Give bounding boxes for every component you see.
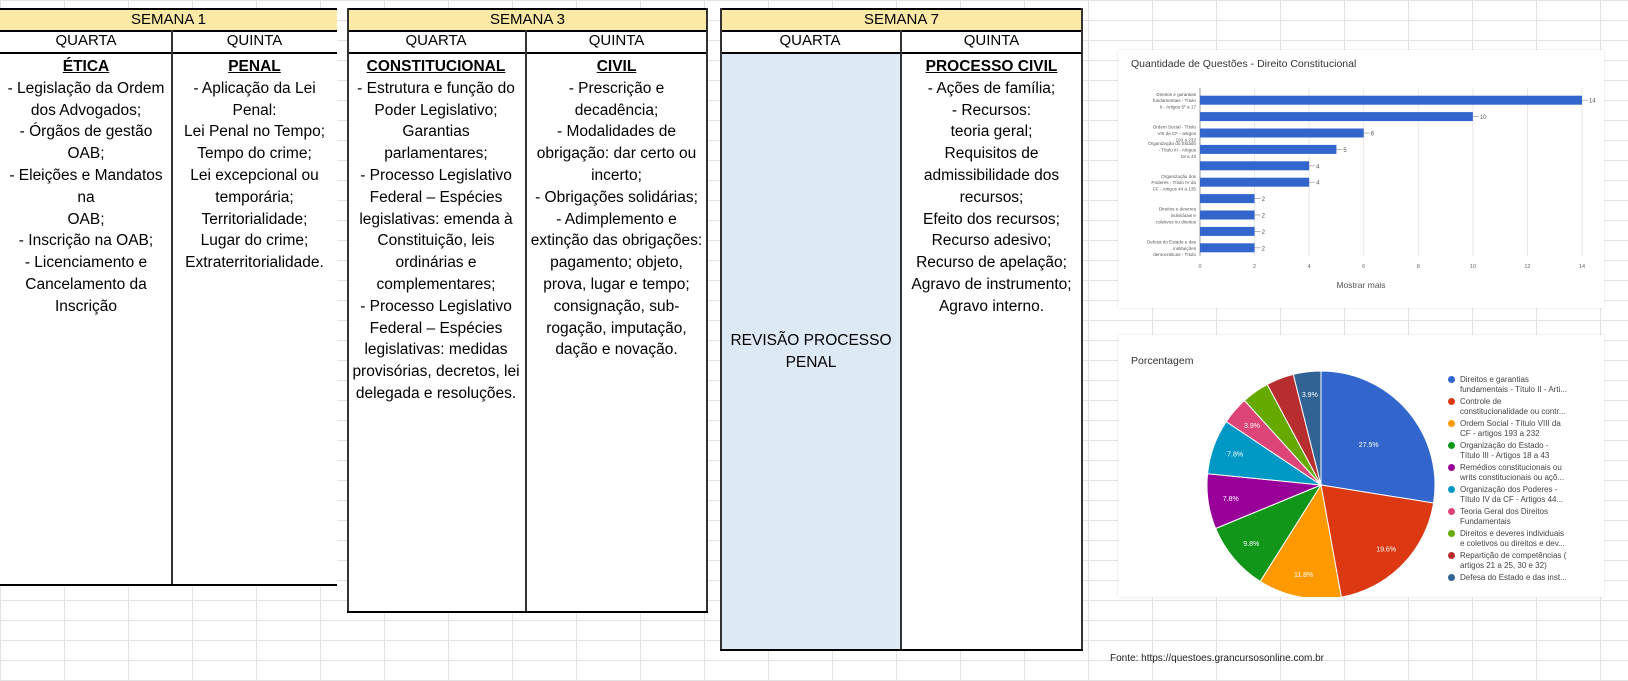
pie-value-label: 11.8% bbox=[1293, 572, 1314, 580]
source-text: Fonte: https://questoes.grancursosonline.com.br bbox=[1110, 653, 1325, 664]
topic-line: dação e novação. bbox=[555, 341, 678, 359]
topic-line: - Estrutura e função do bbox=[357, 79, 515, 97]
topic-line: rogação, imputação, bbox=[546, 319, 687, 337]
topic-line: complementares; bbox=[376, 275, 496, 293]
topic-line: Agravo de instrumento; bbox=[911, 275, 1072, 293]
bar-category-label-line: CF - Artigos 44 a 135 bbox=[1152, 186, 1196, 192]
bar bbox=[1200, 243, 1255, 252]
topic-line: delegada e resoluções. bbox=[355, 384, 517, 402]
bar-value-label: 5 bbox=[1343, 147, 1347, 154]
week7-bottom-border bbox=[720, 649, 1083, 651]
x-tick-label: 2 bbox=[1253, 264, 1257, 270]
week7-left-border bbox=[720, 8, 722, 651]
x-tick-label: 6 bbox=[1362, 264, 1366, 270]
bar-category-label-line: 18 a 43 bbox=[1180, 153, 1196, 159]
bar bbox=[1200, 129, 1364, 138]
legend-swatch bbox=[1448, 464, 1455, 471]
topic-line: legislativas: emenda à bbox=[359, 210, 513, 228]
topic-line: Constituição, leis bbox=[377, 232, 495, 250]
pie-value-label: 7.8% bbox=[1222, 495, 1239, 503]
legend-swatch bbox=[1448, 530, 1455, 537]
topic-line: Cancelamento da bbox=[25, 275, 147, 293]
topic-line: - Obrigações solidárias; bbox=[535, 188, 698, 206]
topic-line: extinção das obrigações: bbox=[530, 232, 703, 250]
legend-swatch bbox=[1448, 376, 1455, 383]
topic-line: legislativas: medidas bbox=[364, 341, 508, 359]
legend-swatch bbox=[1448, 442, 1455, 449]
bar bbox=[1200, 161, 1309, 170]
week3-quinta-topics bbox=[525, 78, 708, 361]
topic-line: Inscrição bbox=[54, 297, 118, 315]
subject-penal: PENAL bbox=[228, 58, 281, 75]
bar-category-label bbox=[1151, 174, 1196, 192]
week7-quinta-topics bbox=[900, 78, 1083, 318]
week3-day-quinta: QUINTA bbox=[525, 30, 708, 54]
bar-value-label: 4 bbox=[1316, 180, 1320, 187]
legend-label: Teoria Geral dos Direitos Fundamentais bbox=[1460, 507, 1549, 526]
bar bbox=[1200, 145, 1336, 154]
legend-item bbox=[1448, 419, 1568, 438]
topic-line: - Inscrição na OAB; bbox=[18, 232, 154, 250]
topic-line: provisórias, decretos, lei bbox=[352, 363, 520, 381]
topic-line: REVISÃO PROCESSO bbox=[730, 331, 892, 349]
bar-category-label-line: Direitos e garantias bbox=[1156, 91, 1196, 97]
x-tick-label: 0 bbox=[1198, 264, 1202, 270]
topic-line: - Adimplemento e bbox=[556, 210, 677, 228]
pie-legend bbox=[1448, 375, 1568, 586]
week3-quarta-topics bbox=[347, 78, 525, 405]
bar-category-label bbox=[1148, 141, 1197, 159]
topic-line: consignação, sub- bbox=[553, 297, 680, 315]
week1-bottom-border bbox=[0, 584, 337, 586]
bar-chart-card bbox=[1118, 50, 1604, 308]
legend-item bbox=[1448, 507, 1568, 526]
legend-swatch bbox=[1448, 398, 1455, 405]
bar bbox=[1200, 178, 1309, 187]
legend-label: Defesa do Estado e das inst... bbox=[1460, 573, 1567, 582]
legend-item bbox=[1448, 529, 1568, 548]
bar-category-label bbox=[1156, 207, 1197, 225]
topic-line: Federal – Espécies bbox=[369, 319, 503, 337]
week7-quinta-cell bbox=[900, 54, 1083, 318]
pie-value-label: 3.9% bbox=[1301, 391, 1318, 399]
bar-category-label-line: II - Artigos 5º a 17 bbox=[1159, 104, 1196, 110]
subject-civil: CIVIL bbox=[596, 58, 637, 75]
x-tick-label: 14 bbox=[1578, 264, 1586, 270]
x-tick-label: 12 bbox=[1524, 264, 1531, 270]
topic-line: dos Advogados; bbox=[30, 101, 142, 119]
week1-divider bbox=[171, 30, 173, 586]
topic-line: Extraterritorialidade. bbox=[185, 254, 324, 272]
week1-quarta-topics bbox=[0, 78, 172, 318]
bar-category-label-line: VIII da CF - artigos bbox=[1157, 131, 1196, 136]
bar bbox=[1200, 194, 1255, 203]
pie-value-label: 9.8% bbox=[1243, 541, 1260, 549]
week1-header: SEMANA 1 bbox=[0, 8, 337, 32]
bar-chart-title: Quantidade de Questões - Direito Constitucional bbox=[1131, 58, 1357, 70]
legend-label: Organização do Estado - Título III - Artigos 18 a 43 bbox=[1460, 441, 1550, 460]
legend-label: Direitos e deveres individuais e coletivos ou direitos e dev... bbox=[1460, 529, 1565, 548]
bar-category-label bbox=[1147, 239, 1197, 257]
week7-divider bbox=[900, 30, 902, 651]
topic-line: - Legislação da Ordem bbox=[7, 79, 165, 97]
topic-line: Recurso de apelação; bbox=[916, 254, 1067, 272]
topic-line: teoria geral; bbox=[950, 123, 1033, 141]
bar-category-label-line: Ordem Social - Título bbox=[1152, 124, 1196, 130]
legend-label: Organização dos Poderes - Título IV da CF - Artigos 44... bbox=[1460, 485, 1564, 504]
bar-category-label bbox=[1153, 92, 1197, 110]
week7-review-text bbox=[730, 330, 891, 374]
legend-item bbox=[1448, 485, 1568, 504]
topic-line: - Aplicação da Lei Penal: bbox=[193, 79, 316, 119]
subject-constitucional: CONSTITUCIONAL bbox=[366, 58, 506, 75]
bar-category-label-line: Organização do Estado bbox=[1147, 141, 1196, 146]
bar-category-label-line: Organização dos bbox=[1161, 173, 1196, 179]
week3-day-quarta: QUARTA bbox=[347, 30, 525, 54]
bar-category-label-line: coletivos ou direitos bbox=[1155, 219, 1196, 225]
topic-line: Tempo do crime; bbox=[197, 145, 312, 163]
topic-line: incerto; bbox=[591, 166, 642, 184]
week3-quarta-cell bbox=[347, 54, 525, 405]
topic-line: - Prescrição e bbox=[568, 79, 665, 97]
topic-line: pagamento; objeto, bbox=[550, 254, 683, 272]
bar-category-label-line: Poderes - Título IV da bbox=[1151, 180, 1196, 186]
topic-line: admissibilidade dos bbox=[923, 166, 1060, 184]
topic-line: PENAL bbox=[785, 353, 837, 371]
legend-item bbox=[1448, 441, 1568, 460]
topic-line: Recurso adesivo; bbox=[931, 232, 1052, 250]
topic-line: Lugar do crime; bbox=[200, 232, 309, 250]
week7-review-cell bbox=[722, 54, 900, 649]
topic-line: - Licenciamento e bbox=[24, 254, 148, 272]
bar-category-label bbox=[1153, 125, 1197, 143]
subject-etica: ÉTICA bbox=[62, 58, 110, 75]
week1-quinta-cell bbox=[172, 54, 337, 274]
week7-header: SEMANA 7 bbox=[720, 8, 1083, 32]
bar-value-label: 6 bbox=[1370, 131, 1375, 138]
pie-value-label: 7.8% bbox=[1227, 451, 1244, 459]
bar-value-label: 2 bbox=[1261, 229, 1265, 236]
topic-line: Requisitos de bbox=[944, 145, 1039, 163]
bar-category-label-line: instituições bbox=[1173, 245, 1196, 251]
subject-processo-civil: PROCESSO CIVIL bbox=[925, 58, 1058, 75]
topic-line: OAB; bbox=[67, 210, 105, 228]
bar-category-label-line: individuais e bbox=[1170, 213, 1196, 218]
x-tick-label: 4 bbox=[1307, 264, 1311, 270]
legend-item bbox=[1448, 551, 1568, 570]
week3-bottom-border bbox=[347, 611, 708, 613]
week3-table bbox=[347, 8, 708, 613]
pie-chart-card bbox=[1118, 335, 1604, 597]
x-tick-label: 10 bbox=[1469, 264, 1476, 270]
bar-value-label: 2 bbox=[1261, 213, 1265, 220]
week7-right-border bbox=[1081, 8, 1083, 651]
bar-value-label: 10 bbox=[1479, 115, 1487, 122]
bar-value-label: 2 bbox=[1261, 246, 1265, 253]
topic-line: ordinárias e bbox=[395, 254, 477, 272]
week1-day-quinta: QUINTA bbox=[172, 30, 337, 54]
week3-quinta-cell bbox=[525, 54, 708, 361]
x-tick-label: 8 bbox=[1416, 264, 1420, 270]
week1-table bbox=[0, 8, 337, 586]
legend-label: Ordem Social - Título VIII da CF - artigos 193 a 232 bbox=[1460, 419, 1561, 438]
week1-day-quarta: QUARTA bbox=[0, 30, 172, 54]
legend-item bbox=[1448, 375, 1568, 394]
bar bbox=[1200, 211, 1255, 220]
bar-value-label: 14 bbox=[1589, 98, 1596, 105]
topic-line: - Processo Legislativo bbox=[360, 297, 512, 315]
topic-line: - Processo Legislativo bbox=[360, 166, 512, 184]
topic-line: - Modalidades de bbox=[557, 123, 676, 141]
topic-line: - Recursos: bbox=[951, 101, 1032, 119]
legend-label: Remédios constitucionais ou writs constitucionais ou açõ... bbox=[1460, 463, 1565, 482]
topic-line: decadência; bbox=[574, 101, 659, 119]
pie-chart-title: Porcentagem bbox=[1131, 355, 1194, 367]
legend-label: Direitos e garantias fundamentais - Título II - Arti... bbox=[1460, 375, 1568, 394]
week3-right-border bbox=[706, 8, 708, 613]
bar-value-label: 4 bbox=[1316, 164, 1320, 171]
bar-category-label-line: democráticas - Título bbox=[1153, 252, 1196, 258]
topic-line: Territorialidade; bbox=[201, 210, 308, 228]
legend-swatch bbox=[1448, 486, 1455, 493]
topic-line: Lei Penal no Tempo; bbox=[183, 123, 326, 141]
legend-label: Repartição de competências ( artigos 21 a 25, 30 e 32) bbox=[1460, 551, 1567, 570]
bar-chart bbox=[1118, 50, 1604, 308]
topic-line: - Eleições e Mandatos na bbox=[9, 166, 163, 206]
topic-line: recursos; bbox=[959, 188, 1024, 206]
topic-line: - Ações de família; bbox=[927, 79, 1056, 97]
topic-line: obrigação: dar certo ou bbox=[536, 145, 697, 163]
topic-line: prova, lugar e tempo; bbox=[543, 275, 690, 293]
pie-value-label: 19.6% bbox=[1376, 546, 1397, 554]
bar-category-label-line: fundamentais - Título bbox=[1152, 98, 1196, 104]
bar-category-label-line: - Título III - Artigos bbox=[1158, 147, 1196, 153]
topic-line: Garantias bbox=[402, 123, 470, 141]
pie-value-label: 27.5% bbox=[1358, 441, 1379, 449]
legend-swatch bbox=[1448, 552, 1455, 559]
topic-line: Agravo interno. bbox=[938, 297, 1045, 315]
topic-line: Poder Legislativo; bbox=[374, 101, 498, 119]
legend-swatch bbox=[1448, 508, 1455, 515]
topic-line: - Órgãos de gestão OAB; bbox=[19, 123, 153, 163]
pie-value-label: 3.9% bbox=[1243, 422, 1260, 430]
legend-swatch bbox=[1448, 420, 1455, 427]
week1-quarta-cell bbox=[0, 54, 172, 318]
legend-item bbox=[1448, 463, 1568, 482]
bar bbox=[1200, 227, 1255, 236]
legend-label: Controle de constitucionalidade ou contr... bbox=[1460, 397, 1566, 416]
bar-category-label-line: Direitos e deveres bbox=[1158, 206, 1196, 212]
topic-line: Lei excepcional ou bbox=[190, 166, 319, 184]
pie-slice bbox=[1321, 371, 1435, 503]
legend-item bbox=[1448, 573, 1568, 583]
week3-divider bbox=[525, 30, 527, 613]
legend-item bbox=[1448, 397, 1568, 416]
topic-line: parlamentares; bbox=[384, 145, 488, 163]
week7-day-quarta: QUARTA bbox=[720, 30, 900, 54]
bar bbox=[1200, 96, 1582, 105]
bar bbox=[1200, 112, 1473, 121]
topic-line: temporária; bbox=[215, 188, 294, 206]
week7-day-quinta: QUINTA bbox=[900, 30, 1083, 54]
topic-line: Federal – Espécies bbox=[369, 188, 503, 206]
topic-line: Efeito dos recursos; bbox=[923, 210, 1060, 228]
bar-value-label: 2 bbox=[1261, 197, 1265, 204]
week1-quinta-topics bbox=[172, 78, 337, 274]
bar-category-label-line: Defesa do Estado e das bbox=[1146, 239, 1196, 245]
week7-table bbox=[720, 8, 1083, 651]
legend-swatch bbox=[1448, 574, 1455, 581]
week3-header: SEMANA 3 bbox=[347, 8, 708, 32]
week3-left-border bbox=[347, 8, 349, 613]
show-more-link[interactable]: Mostrar mais bbox=[1336, 280, 1386, 290]
bar-category-label-line: 193 a 232 bbox=[1175, 137, 1196, 143]
